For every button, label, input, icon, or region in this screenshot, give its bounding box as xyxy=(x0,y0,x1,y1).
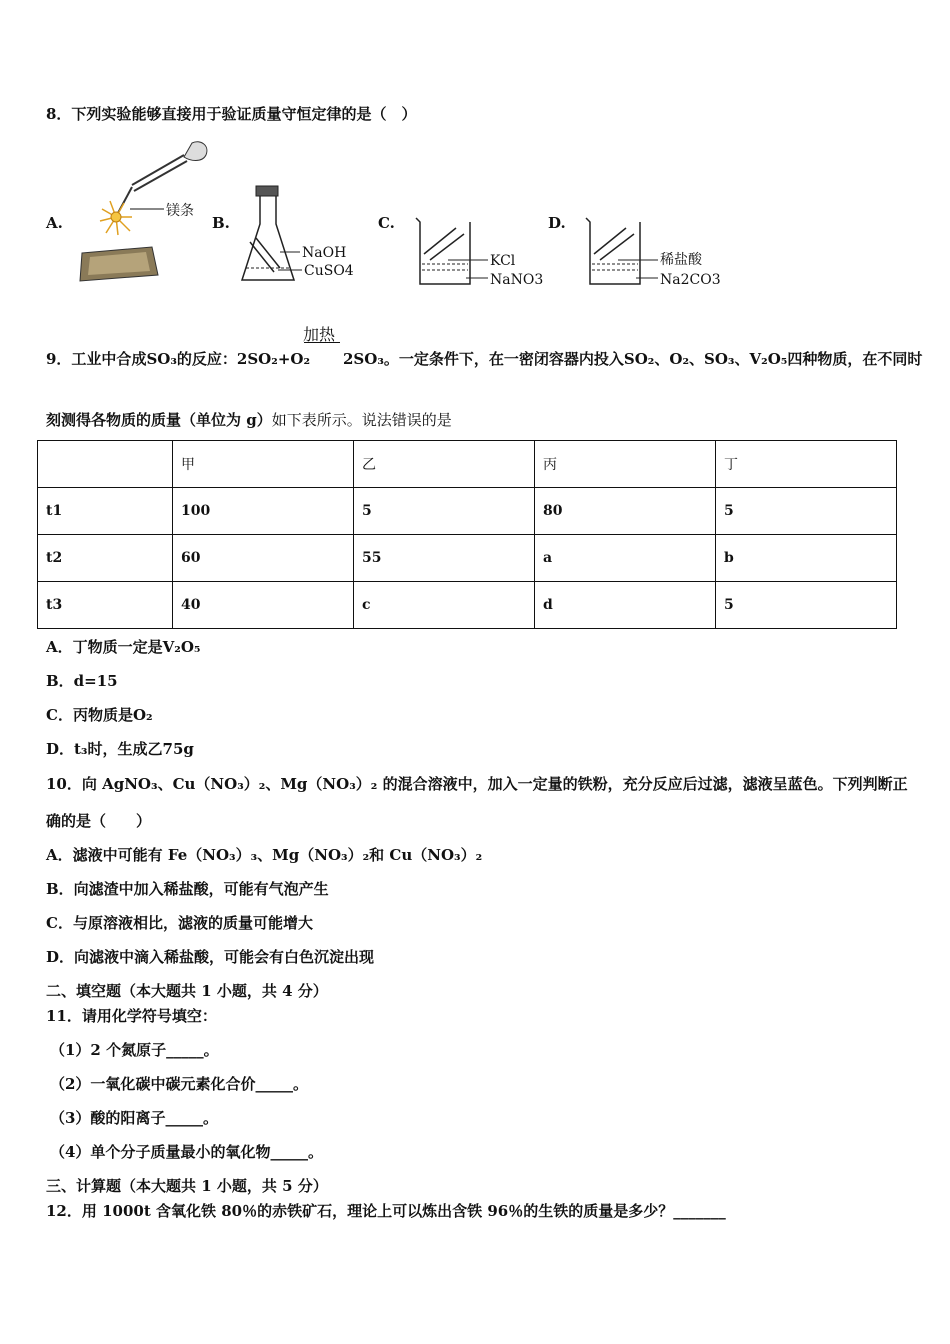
q9-option-a: A．丁物质一定是V₂O₅ xyxy=(46,638,201,656)
q11-item-4: （4）单个分子质量最小的氧化物_____。 xyxy=(50,1143,323,1161)
q8-figure-b-flask xyxy=(236,182,366,288)
table-cell: 80 xyxy=(535,488,716,535)
table-row xyxy=(38,488,897,535)
q9-reaction-arrow xyxy=(304,342,340,343)
q9-line1-a: 9．工业中合成SO₃的反应：2SO₂+O₂ xyxy=(46,350,311,368)
q8-label-naoh: NaOH xyxy=(302,245,347,261)
table-cell: b xyxy=(716,535,897,582)
table-cell: 甲 xyxy=(173,441,354,488)
table-row xyxy=(38,582,897,629)
q8-figure-a-magnesium-burning xyxy=(72,135,212,285)
table-cell: 5 xyxy=(354,488,535,535)
table-cell: t1 xyxy=(38,488,173,535)
q11-stem: 11．请用化学符号填空： xyxy=(46,1007,217,1025)
table-cell: 5 xyxy=(716,582,897,629)
q8-figure-d-beaker xyxy=(578,214,738,294)
table-cell: c xyxy=(354,582,535,629)
q9-line2-normal: 如下表所示。说法错误的是 xyxy=(271,411,452,429)
q9-option-b: B．d=15 xyxy=(46,672,118,690)
q9-option-c: C．丙物质是O₂ xyxy=(46,706,153,724)
table-header-row xyxy=(38,441,897,488)
section-2-heading: 二、填空题（本大题共 1 小题，共 4 分） xyxy=(46,982,328,1000)
q10-option-a: A．滤液中可能有 Fe（NO₃）₃、Mg（NO₃）₂和 Cu（NO₃）₂ xyxy=(46,846,483,864)
table-cell: t3 xyxy=(38,582,173,629)
section-3-heading: 三、计算题（本大题共 1 小题，共 5 分） xyxy=(46,1177,328,1195)
q10-line1: 10．向 AgNO₃、Cu（NO₃）₂、Mg（NO₃）₂ 的混合溶液中，加入一定量的铁粉，充分反应后过滤，滤液呈蓝色。下列判断正 xyxy=(46,775,908,793)
table-cell: 丙 xyxy=(535,441,716,488)
q9-option-d: D．t₃时，生成乙75g xyxy=(46,740,194,758)
table-cell: 60 xyxy=(173,535,354,582)
q8-option-b-label: B. xyxy=(212,214,230,232)
q9-line2 xyxy=(46,409,452,430)
q10-option-c: C．与原溶液相比，滤液的质量可能增大 xyxy=(46,914,313,932)
q12-stem: 12．用 1000t 含氧化铁 80％的赤铁矿石，理论上可以炼出含铁 96％的生铁的质量是多少？_______ xyxy=(46,1202,726,1220)
q11-item-2: （2）一氧化碳中碳元素化合价_____。 xyxy=(50,1075,308,1093)
q9-mass-table xyxy=(37,440,897,629)
q8-option-c-label: C. xyxy=(378,214,395,232)
q8-label-nano3: NaNO3 xyxy=(490,272,544,288)
q11-item-3: （3）酸的阳离子_____。 xyxy=(50,1109,218,1127)
q9-heat-label: 加热 xyxy=(303,325,336,344)
q11-item-1: （1）2 个氮原子_____。 xyxy=(50,1041,219,1059)
q9-line2-bold: 刻测得各物质的质量（单位为 g） xyxy=(46,411,272,429)
table-cell: 丁 xyxy=(716,441,897,488)
table-cell: a xyxy=(535,535,716,582)
q10-option-b: B．向滤渣中加入稀盐酸，可能有气泡产生 xyxy=(46,880,329,898)
q8-stem: 8．下列实验能够直接用于验证质量守恒定律的是（ ） xyxy=(46,105,417,123)
q8-label-kcl: KCl xyxy=(490,253,516,269)
table-cell: 乙 xyxy=(354,441,535,488)
q8-figure-c-beaker xyxy=(408,214,558,294)
table-cell: d xyxy=(535,582,716,629)
q8-label-cuso4: CuSO4 xyxy=(304,263,354,279)
q8-label-hcl: 稀盐酸 xyxy=(660,252,702,268)
table-row xyxy=(38,535,897,582)
table-cell: 5 xyxy=(716,488,897,535)
q8-label-magnesium: 镁条 xyxy=(166,203,194,219)
q8-label-na2co3: Na2CO3 xyxy=(660,272,721,288)
table-cell: 55 xyxy=(354,535,535,582)
q9-line1-b: 2SO₃。一定条件下，在一密闭容器内投入SO₂、O₂、SO₃、V₂O₅四种物质，在不同时 xyxy=(343,350,923,368)
q10-line2: 确的是（ ） xyxy=(46,812,152,830)
table-cell: 100 xyxy=(173,488,354,535)
q8-option-a-label: A. xyxy=(46,214,63,232)
table-cell xyxy=(38,441,173,488)
table-cell: 40 xyxy=(173,582,354,629)
q8-option-d-label: D. xyxy=(548,214,566,232)
table-cell: t2 xyxy=(38,535,173,582)
q10-option-d: D．向滤液中滴入稀盐酸，可能会有白色沉淀出现 xyxy=(46,948,375,966)
